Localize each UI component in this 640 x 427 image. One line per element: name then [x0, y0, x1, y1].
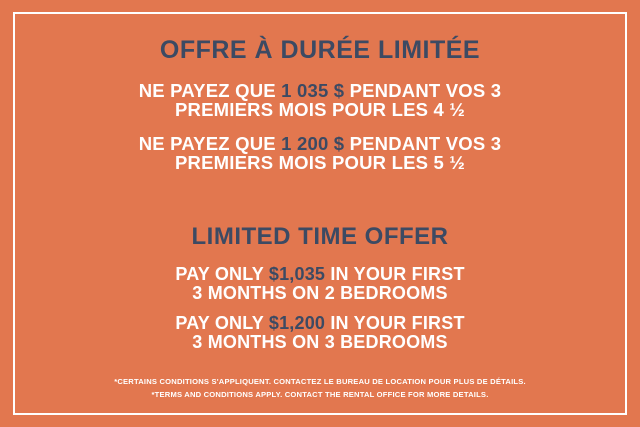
offer-french-2-price: 1 200 $: [281, 132, 345, 154]
offer-english-1-suffix: IN YOUR FIRST: [325, 263, 465, 284]
poster-content: [16, 14, 624, 413]
offer-english-1-prefix: PAY ONLY: [175, 263, 269, 284]
offer-french-2: [139, 134, 502, 173]
offer-french-1-price: 1 035 $: [281, 80, 345, 101]
offer-english-2-prefix: PAY ONLY: [175, 313, 269, 334]
offer-french-2-prefix: NE PAYEZ QUE: [138, 132, 282, 154]
offer-english-1-price: $1,035: [268, 263, 326, 284]
fineprint-english: *TERMS AND CONDITIONS APPLY. CONTACT THE RENTAL OFFICE FOR MORE DETAILS.: [151, 390, 489, 399]
offer-english-2-suffix: IN YOUR FIRST: [325, 313, 465, 334]
offer-french-1-suffix: PENDANT VOS 3: [344, 80, 502, 101]
headline-french: OFFRE À DURÉE LIMITÉE: [159, 36, 481, 64]
offer-english-2-line2: 3 MONTHS ON 3 BEDROOMS: [192, 332, 448, 353]
offer-english-1: [175, 265, 464, 303]
offer-english-2: [175, 314, 464, 352]
offer-french-1-prefix: NE PAYEZ QUE: [138, 80, 282, 101]
offer-french-2-line2: PREMIERS MOIS POUR LES 5 ½: [175, 152, 465, 174]
offer-english-1-line2: 3 MONTHS ON 2 BEDROOMS: [192, 282, 448, 303]
offer-french-1-line2: PREMIERS MOIS POUR LES 4 ½: [175, 99, 465, 121]
offer-english-2-price: $1,200: [268, 313, 326, 334]
offer-french-1: [139, 81, 502, 120]
headline-english: LIMITED TIME OFFER: [191, 222, 449, 250]
offer-french-2-suffix: PENDANT VOS 3: [344, 132, 502, 154]
fineprint-french: *CERTAINS CONDITIONS S'APPLIQUENT. CONTACTEZ LE BUREAU DE LOCATION POUR PLUS DE DÉTAILS.: [114, 377, 526, 386]
